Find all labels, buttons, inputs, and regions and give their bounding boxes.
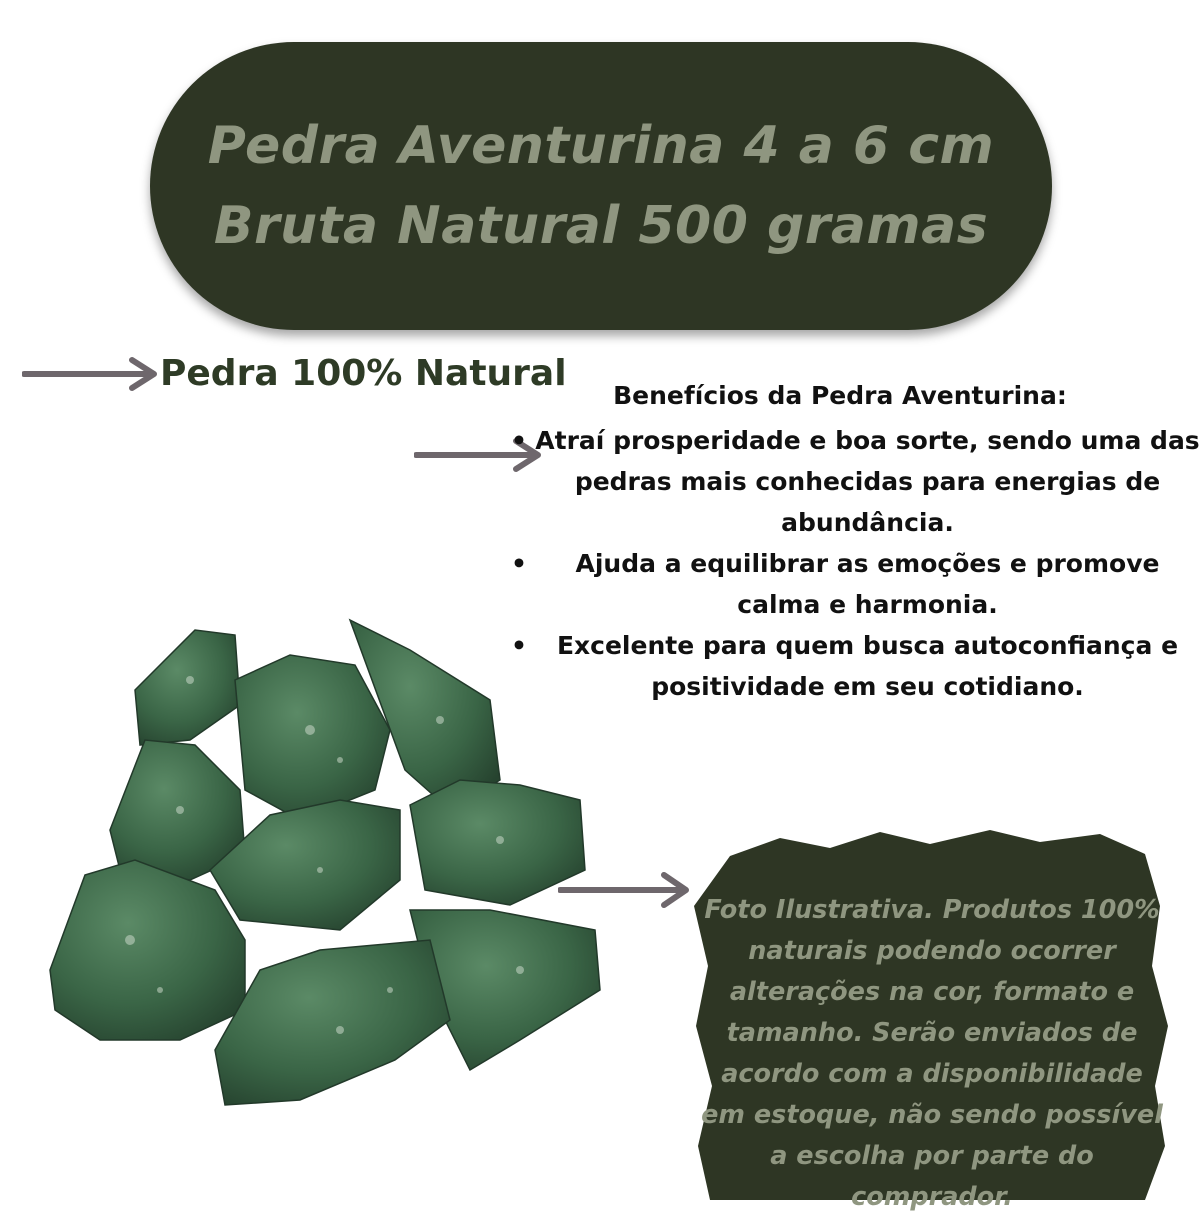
aventurine-stones-image [40, 610, 610, 1120]
title-line-1: Pedra Aventurina 4 a 6 cm [207, 116, 995, 176]
disclaimer-text: Foto Ilustrativa. Produtos 100% naturais podendo ocorrer alterações na cor, formato e tamanho. Serão enviados de acordo com a disponibilidade em estoque, não sendo possível a escolha por parte do comprador. [701, 895, 1163, 1212]
title-banner [150, 42, 1052, 330]
benefit-text: Atraí prosperidade e boa sorte, sendo uma das pedras mais conhecidas para energias de abundância. [535, 426, 1200, 537]
title-line-2: Bruta Natural 500 gramas [213, 196, 989, 256]
bullet-icon: • [511, 631, 527, 660]
arrow-right-icon [22, 356, 162, 392]
bullet-icon: • [511, 426, 527, 455]
natural-stone-label: Pedra 100% Natural [160, 353, 567, 394]
arrow-right-icon [558, 870, 694, 910]
benefit-text: Excelente para quem busca autoconfiança e positividade em seu cotidiano. [556, 631, 1179, 701]
benefits-title: Benefícios da Pedra Aventurina: [613, 381, 1067, 410]
bullet-icon: • [511, 549, 527, 578]
list-item [505, 420, 1200, 543]
benefit-text: Ajuda a equilibrar as emoções e promove calma e harmonia. [575, 549, 1160, 619]
